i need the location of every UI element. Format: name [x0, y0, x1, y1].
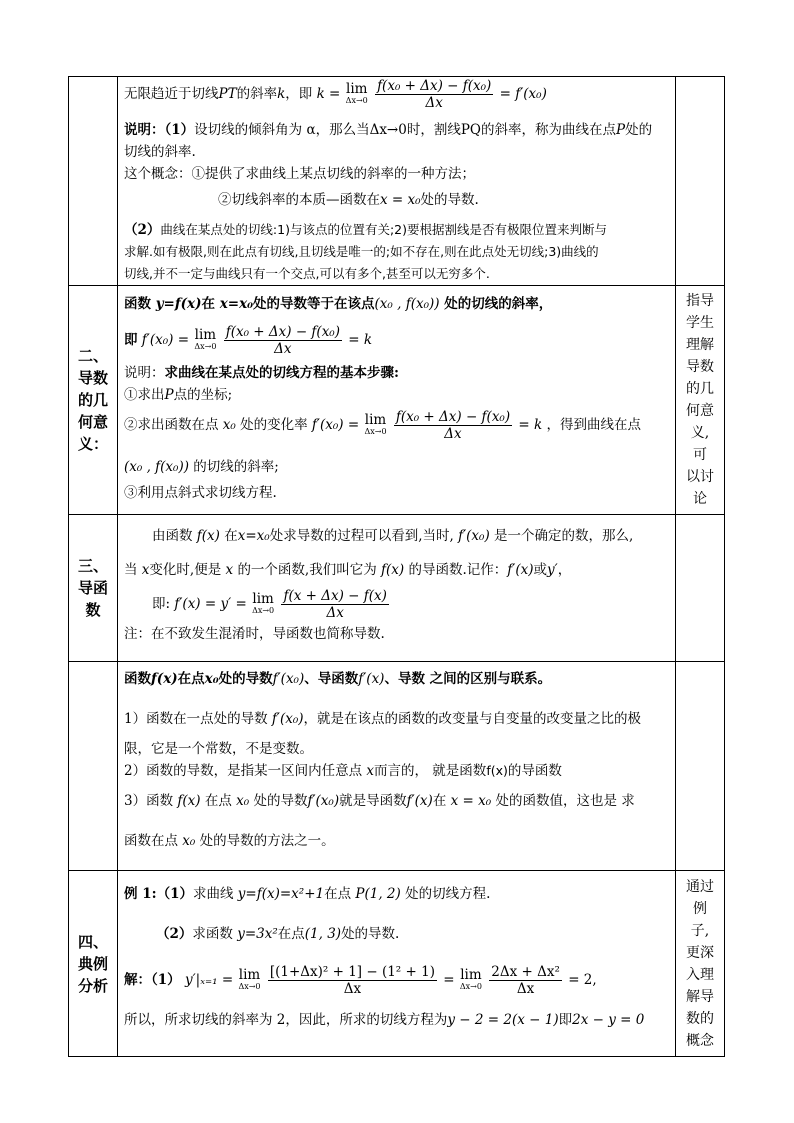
- fp: f′(x₀): [271, 711, 304, 727]
- part2-line-3: 切线,并不一定与曲线只有一个交点,可以有多个,甚至可以无穷多个.: [124, 266, 490, 281]
- content-cell-derivative-fn: [118, 515, 676, 662]
- denominator: Δx: [326, 605, 344, 621]
- derivative-limit-line: [124, 321, 669, 359]
- part2-line-1: [124, 219, 669, 241]
- note-cell-empty: [676, 662, 725, 871]
- lim-word: lim: [238, 966, 261, 983]
- x: x: [225, 562, 234, 578]
- text: 处的导数等于在该点: [253, 296, 375, 312]
- teaching-note-2: [676, 286, 725, 515]
- step-2-cont: [124, 456, 669, 478]
- note-label: 说明：（1）: [124, 122, 195, 138]
- point-2: [124, 760, 669, 782]
- point-label: P: [615, 122, 626, 138]
- note-line: 概念: [686, 1032, 714, 1049]
- text: 的切线的斜率;: [193, 459, 279, 475]
- point: (x₀ , f(x₀)): [124, 459, 189, 475]
- lim-word: lim: [252, 590, 274, 607]
- text: 处的切线的斜率，: [444, 296, 553, 312]
- text: 处求导数的过程可以看到,当时,: [269, 528, 454, 544]
- section-title-2: [69, 286, 118, 515]
- eq: x = x₀: [450, 793, 492, 809]
- steps-heading: [124, 362, 669, 384]
- point: P(1, 2): [355, 886, 401, 902]
- deriv-fn-line-1: [124, 525, 669, 547]
- section-cell-empty: [69, 662, 118, 871]
- text: 的斜率: [236, 86, 278, 102]
- eq: y − 2 = 2(x − 1): [447, 1012, 559, 1028]
- yp: y′: [547, 562, 558, 578]
- content-cell-tangent: [118, 77, 676, 286]
- lim-word: lim: [346, 80, 368, 97]
- note-line: 更深: [686, 944, 714, 961]
- note-cell-empty: [676, 77, 725, 286]
- fx: f(x): [196, 528, 220, 544]
- section-line: 四、: [77, 932, 108, 951]
- text: 在: [224, 528, 238, 544]
- fn: y=f(x)=x²+1: [237, 886, 325, 902]
- text: 而言的， 就是函数: [374, 763, 487, 779]
- fpx: f′(x): [406, 793, 433, 809]
- part-label: （2）: [124, 222, 161, 238]
- concept-a: 这个概念：①提供了求曲线上某点切线的斜率的一种方法；: [124, 166, 475, 182]
- text: 处的导数的方法之一。: [199, 833, 335, 849]
- lesson-table: [68, 76, 725, 1057]
- text: 在: [201, 296, 215, 312]
- x0: x₀: [204, 671, 219, 687]
- lim-sub: Δx→0: [194, 341, 217, 351]
- eq-lhs: f′(x₀) =: [311, 417, 360, 433]
- limit-operator: [238, 966, 261, 993]
- text: 是一个确定的数，那么,: [494, 528, 634, 544]
- note-line: 理解: [686, 337, 714, 353]
- text: ②切线斜率的本质—函数在: [218, 192, 380, 208]
- note-line: 学生: [686, 315, 714, 331]
- numerator: f(x + Δx) − f(x): [283, 588, 387, 604]
- example-1-part-1: [124, 883, 669, 905]
- eq-sign: =: [443, 972, 455, 988]
- text: 处的导数.: [341, 926, 400, 942]
- point-1-line-2: 限，它是一个常数，不是变数。: [124, 741, 313, 757]
- text: 的导函数: [507, 763, 562, 779]
- text: 曲线在某点处的切线:1)与该点的位置有关;2)要根据割线是否有极限位置来判断与: [160, 222, 607, 237]
- text: 1）函数在一点处的导数: [124, 711, 268, 727]
- text: 即:: [152, 596, 171, 612]
- denominator: Δx: [444, 426, 462, 442]
- lim-sub: Δx→0: [459, 981, 482, 991]
- section-line: 何意: [77, 413, 108, 431]
- text: 函数在点: [124, 833, 178, 849]
- eq-lhs: f′(x) = y′ =: [174, 596, 247, 612]
- text: 点的坐标;: [173, 387, 233, 403]
- fp: f′(x₀): [307, 793, 340, 809]
- text: 处的切线方程.: [405, 886, 491, 902]
- text: 在点: [277, 926, 305, 942]
- note-line: 何意: [686, 403, 714, 419]
- text: 的一个函数,我们叫它为: [237, 562, 377, 578]
- point-3-line-2: [124, 830, 669, 852]
- fx: f(x): [177, 793, 201, 809]
- teaching-note-5: [676, 871, 725, 1057]
- x0: x=x₀: [237, 528, 270, 544]
- numerator: f(x₀ + Δx) − f(x₀): [377, 78, 492, 94]
- x: x: [366, 763, 375, 779]
- limit-operator: [364, 411, 387, 438]
- text: ，就是在该点的函数的改变量与自变量的改变量之比的极: [303, 711, 642, 727]
- part-label: （2）: [156, 926, 193, 942]
- text: 2）函数的导数，是指某一区间内任意点: [124, 763, 363, 779]
- text: 设切线的倾斜角为 α，那么当Δx→0时，割线PQ的斜率，称为曲线在点: [194, 122, 616, 138]
- text: 处的: [625, 122, 653, 138]
- content-cell-geometric: [118, 286, 676, 515]
- text: 由函数: [152, 528, 193, 544]
- text: 即: [558, 1012, 573, 1028]
- denominator: Δx: [343, 981, 362, 997]
- text: 变化时,便是: [149, 562, 222, 578]
- eq-result: = k: [348, 332, 373, 348]
- note-line: 的几: [686, 381, 714, 397]
- text: ，即: [285, 86, 313, 102]
- x: x: [141, 562, 150, 578]
- row-derivative-function: [69, 515, 725, 662]
- text: 处的变化率: [240, 417, 308, 433]
- step-2: [124, 406, 669, 444]
- deriv-fn-line-2: [124, 559, 669, 581]
- x0: x₀: [236, 793, 250, 809]
- fx: f(x): [151, 671, 178, 687]
- eq: 2x − y = 0: [572, 1012, 645, 1028]
- note-line: 义,可: [690, 425, 710, 463]
- section-line: 二、: [77, 347, 108, 365]
- text: 在点: [177, 671, 205, 687]
- text: 函数: [124, 296, 151, 312]
- section-line: 数: [85, 601, 101, 619]
- section-title-5: [69, 871, 118, 1057]
- eq-lhs: k =: [316, 86, 341, 102]
- lim-sub: Δx→0: [238, 981, 261, 991]
- fx: f(x): [381, 562, 405, 578]
- denominator: Δx: [516, 981, 535, 997]
- distinction-title: [124, 668, 669, 690]
- text: 处的导数: [253, 793, 308, 809]
- numerator: 2Δx + Δx²: [491, 964, 560, 980]
- text: 3）函数: [124, 793, 174, 809]
- text: ，得到曲线在点: [546, 417, 641, 433]
- fn: y=3x²: [237, 926, 278, 942]
- concept-b: [124, 189, 669, 211]
- point: (x₀ , f(x₀)): [374, 296, 440, 312]
- solution-quotient-2: [489, 964, 562, 997]
- solution-label: 解：（1）: [124, 972, 181, 988]
- difference-quotient: [281, 588, 388, 621]
- limit-operator: [345, 80, 368, 107]
- text: 当: [124, 562, 138, 578]
- text: ②求出函数在点: [124, 417, 219, 433]
- lim-sub: Δx→0: [364, 426, 387, 436]
- fx: f(x): [486, 763, 508, 778]
- numerator: f(x₀ + Δx) − f(x₀): [395, 409, 511, 425]
- lim-word: lim: [364, 411, 387, 428]
- text: 函数: [124, 671, 151, 687]
- tangent-label: PT: [218, 86, 237, 102]
- limit-operator: [194, 326, 217, 353]
- note-line: 例子,: [690, 900, 710, 939]
- limit-operator: [459, 966, 482, 993]
- note-cell-empty: [676, 515, 725, 662]
- point: (1, 3): [304, 926, 342, 942]
- note-line-2: 切线的斜率.: [124, 144, 196, 160]
- text: 求曲线: [192, 886, 234, 902]
- row-examples: [69, 871, 725, 1057]
- lim-word: lim: [194, 326, 217, 343]
- note-line: 入理: [686, 966, 714, 983]
- eq: x = x₀: [380, 192, 421, 208]
- section-line: 三、: [77, 557, 108, 575]
- eq-result: = 2,: [568, 972, 597, 988]
- slope-symbol: k: [277, 86, 286, 102]
- example-label: 例 1:（1）: [124, 886, 193, 902]
- note-line: 通过: [686, 878, 714, 895]
- geometric-statement: [124, 293, 669, 315]
- text: 处的函数值，这也是 求: [495, 793, 635, 809]
- point-1-line-1: [124, 708, 669, 730]
- part2-line-2: 求解.如有极限,则在此点有切线,且切线是唯一的;如不存在,则在此点处无切线;3)曲线的: [124, 244, 599, 259]
- step-3: ③利用点斜式求切线方程.: [124, 485, 277, 501]
- eq-result: = k: [518, 417, 543, 433]
- deriv-fn-limit: [124, 585, 669, 623]
- eq-lhs: f′(x₀) =: [141, 332, 190, 348]
- section-line: 导数: [77, 369, 108, 387]
- row-geometric-meaning: [69, 286, 725, 515]
- section-cell-empty: [69, 77, 118, 286]
- section-line: 导函: [77, 579, 108, 597]
- text: 就是导函数: [339, 793, 407, 809]
- numerator: [(1+Δx)² + 1] − (1² + 1): [269, 964, 435, 980]
- section-line: 的几: [77, 391, 108, 409]
- text: 在: [432, 793, 447, 809]
- text: 所以，所求切线的斜率为 2，因此，所求的切线方程为: [124, 1012, 448, 1028]
- example-1-part-2: [124, 923, 669, 945]
- note-line: 导数: [686, 359, 714, 375]
- row-tangent-concept: [69, 77, 725, 286]
- denominator: Δx: [274, 341, 292, 357]
- deriv-fn-note: 注：在不致发生混淆时，导函数也简称导数.: [124, 626, 385, 642]
- fpx: f′(x): [358, 671, 385, 687]
- text: 在点: [324, 886, 352, 902]
- text: 求曲线在某点处的切线方程的基本步骤:: [164, 365, 399, 381]
- note-line: [124, 119, 669, 141]
- limit-operator: [252, 590, 275, 617]
- fp: f′(x₀): [458, 528, 490, 544]
- difference-quotient: [394, 409, 512, 442]
- denominator: Δx: [425, 95, 443, 111]
- text: 说明：: [124, 365, 165, 381]
- solution-line: [124, 961, 669, 999]
- text: 求函数: [192, 926, 233, 942]
- eq-lhs: y′|ₓ₌₁ =: [184, 972, 234, 988]
- eq-result: = f′(x₀): [499, 86, 547, 102]
- text: 的导函数.记作：: [408, 562, 508, 578]
- note-line: 论: [693, 491, 707, 507]
- text: 处的导数: [218, 671, 273, 687]
- text: 即: [124, 332, 138, 348]
- fp: f′(x): [507, 562, 534, 578]
- step-1: [124, 384, 669, 406]
- row-distinction: [69, 662, 725, 871]
- content-cell-examples: [118, 871, 676, 1057]
- text: 处的导数.: [420, 192, 479, 208]
- text: 无限趋近于切线: [124, 86, 219, 102]
- text: 或: [533, 562, 547, 578]
- solution-quotient-1: [268, 964, 437, 997]
- note-line: 指导: [686, 293, 714, 309]
- lim-sub: Δx→0: [345, 95, 368, 105]
- text: ①求出: [124, 387, 165, 403]
- text: ，: [557, 562, 572, 578]
- note-line: 数的: [686, 1010, 714, 1027]
- point-3-line-1: [124, 790, 669, 812]
- section-title-3: [69, 515, 118, 662]
- text: 在点: [204, 793, 232, 809]
- lim-word: lim: [460, 966, 482, 983]
- fp: f′(x₀): [272, 671, 305, 687]
- numerator: f(x₀ + Δx) − f(x₀): [225, 324, 340, 340]
- text: 、导函数: [304, 671, 359, 687]
- difference-quotient: [224, 324, 342, 357]
- content-cell-distinction: [118, 662, 676, 871]
- section-line: 分析: [77, 976, 108, 995]
- note-line: 以讨: [686, 469, 714, 485]
- x0: x₀: [222, 417, 236, 433]
- point-label: P: [164, 387, 174, 403]
- section-line: 义：: [77, 435, 108, 453]
- fn: y=f(x): [155, 296, 202, 312]
- x0: x=x₀: [219, 296, 254, 312]
- lim-sub: Δx→0: [252, 605, 275, 615]
- text: 、导数 之间的区别与联系。: [384, 671, 552, 687]
- difference-quotient: [375, 78, 493, 111]
- x0: x₀: [182, 833, 196, 849]
- conclusion-line: [124, 1009, 669, 1031]
- section-line: 典例: [77, 954, 108, 973]
- note-line: 解导: [686, 988, 714, 1005]
- tangent-limit-line: [124, 76, 669, 112]
